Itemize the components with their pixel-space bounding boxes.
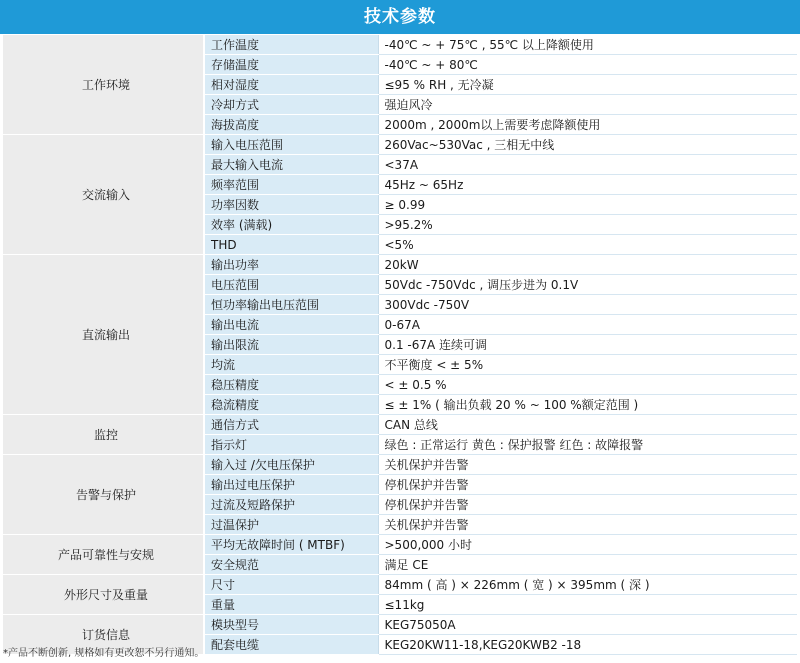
parameter-cell: 电压范围 <box>204 275 378 295</box>
value-cell: 关机保护并告警 <box>378 455 797 475</box>
value-cell: ≥ 0.99 <box>378 195 797 215</box>
category-cell: 告警与保护 <box>3 455 204 535</box>
parameter-cell: 输出功率 <box>204 255 378 275</box>
value-cell: 不平衡度 < ± 5% <box>378 355 797 375</box>
parameter-cell: 功率因数 <box>204 195 378 215</box>
parameter-cell: 输入电压范围 <box>204 135 378 155</box>
table-row <box>3 135 797 155</box>
value-cell: 20kW <box>378 255 797 275</box>
value-cell: ≤95 % RH , 无冷凝 <box>378 75 797 95</box>
parameter-cell: 通信方式 <box>204 415 378 435</box>
table-row <box>3 615 797 635</box>
parameter-cell: 平均无故障时间 ( MTBF) <box>204 535 378 555</box>
parameter-cell: 过流及短路保护 <box>204 495 378 515</box>
parameter-cell: 稳流精度 <box>204 395 378 415</box>
value-cell: 0.1 -67A 连续可调 <box>378 335 797 355</box>
table-row <box>3 35 797 55</box>
value-cell: ≤ ± 1% ( 输出负载 20 % ~ 100 %额定范围 ) <box>378 395 797 415</box>
parameter-cell: 过温保护 <box>204 515 378 535</box>
value-cell: <37A <box>378 155 797 175</box>
value-cell: 0-67A <box>378 315 797 335</box>
parameter-cell: 配套电缆 <box>204 635 378 655</box>
parameter-cell: 冷却方式 <box>204 95 378 115</box>
parameter-cell: 海拔高度 <box>204 115 378 135</box>
parameter-cell: 效率 (满载) <box>204 215 378 235</box>
category-cell: 外形尺寸及重量 <box>3 575 204 615</box>
parameter-cell: 输出过电压保护 <box>204 475 378 495</box>
parameter-cell: 重量 <box>204 595 378 615</box>
parameter-cell: 相对湿度 <box>204 75 378 95</box>
parameter-cell: 工作温度 <box>204 35 378 55</box>
value-cell: KEG75050A <box>378 615 797 635</box>
value-cell: 绿色 : 正常运行 黄色 : 保护报警 红色 : 故障报警 <box>378 435 797 455</box>
value-cell: 50Vdc -750Vdc , 调压步进为 0.1V <box>378 275 797 295</box>
table-row <box>3 535 797 555</box>
spec-table <box>3 34 797 655</box>
parameter-cell: 模块型号 <box>204 615 378 635</box>
value-cell: 300Vdc -750V <box>378 295 797 315</box>
value-cell: <5% <box>378 235 797 255</box>
table-title: 技术参数 <box>0 0 800 34</box>
parameter-cell: 输出电流 <box>204 315 378 335</box>
value-cell: 45Hz ~ 65Hz <box>378 175 797 195</box>
value-cell: >95.2% <box>378 215 797 235</box>
spec-table-body <box>3 35 797 655</box>
table-row <box>3 255 797 275</box>
value-cell: 84mm ( 高 ) × 226mm ( 宽 ) × 395mm ( 深 ) <box>378 575 797 595</box>
value-cell: KEG20KW11-18,KEG20KWB2 -18 <box>378 635 797 655</box>
value-cell: CAN 总线 <box>378 415 797 435</box>
value-cell: >500,000 小时 <box>378 535 797 555</box>
parameter-cell: 输出限流 <box>204 335 378 355</box>
parameter-cell: 尺寸 <box>204 575 378 595</box>
category-cell: 交流输入 <box>3 135 204 255</box>
value-cell: -40℃ ~ + 80℃ <box>378 55 797 75</box>
parameter-cell: 指示灯 <box>204 435 378 455</box>
value-cell: ≤11kg <box>378 595 797 615</box>
category-cell: 工作环境 <box>3 35 204 135</box>
parameter-cell: 存储温度 <box>204 55 378 75</box>
value-cell: < ± 0.5 % <box>378 375 797 395</box>
table-row <box>3 575 797 595</box>
value-cell: 停机保护并告警 <box>378 495 797 515</box>
category-cell: 订货信息 <box>3 615 204 655</box>
parameter-cell: 恒功率输出电压范围 <box>204 295 378 315</box>
parameter-cell: 安全规范 <box>204 555 378 575</box>
parameter-cell: THD <box>204 235 378 255</box>
parameter-cell: 最大输入电流 <box>204 155 378 175</box>
value-cell: 2000m , 2000m以上需要考虑降额使用 <box>378 115 797 135</box>
value-cell: 关机保护并告警 <box>378 515 797 535</box>
table-row <box>3 455 797 475</box>
parameter-cell: 稳压精度 <box>204 375 378 395</box>
value-cell: 强迫风冷 <box>378 95 797 115</box>
value-cell: -40℃ ~ + 75℃ , 55℃ 以上降额使用 <box>378 35 797 55</box>
parameter-cell: 均流 <box>204 355 378 375</box>
parameter-cell: 输入过 /欠电压保护 <box>204 455 378 475</box>
footnote: *产品不断创新, 规格如有更改恕不另行通知。 <box>3 648 205 659</box>
category-cell: 直流输出 <box>3 255 204 415</box>
value-cell: 260Vac~530Vac , 三相无中线 <box>378 135 797 155</box>
value-cell: 满足 CE <box>378 555 797 575</box>
value-cell: 停机保护并告警 <box>378 475 797 495</box>
table-row <box>3 415 797 435</box>
category-cell: 监控 <box>3 415 204 455</box>
category-cell: 产品可靠性与安规 <box>3 535 204 575</box>
parameter-cell: 频率范围 <box>204 175 378 195</box>
